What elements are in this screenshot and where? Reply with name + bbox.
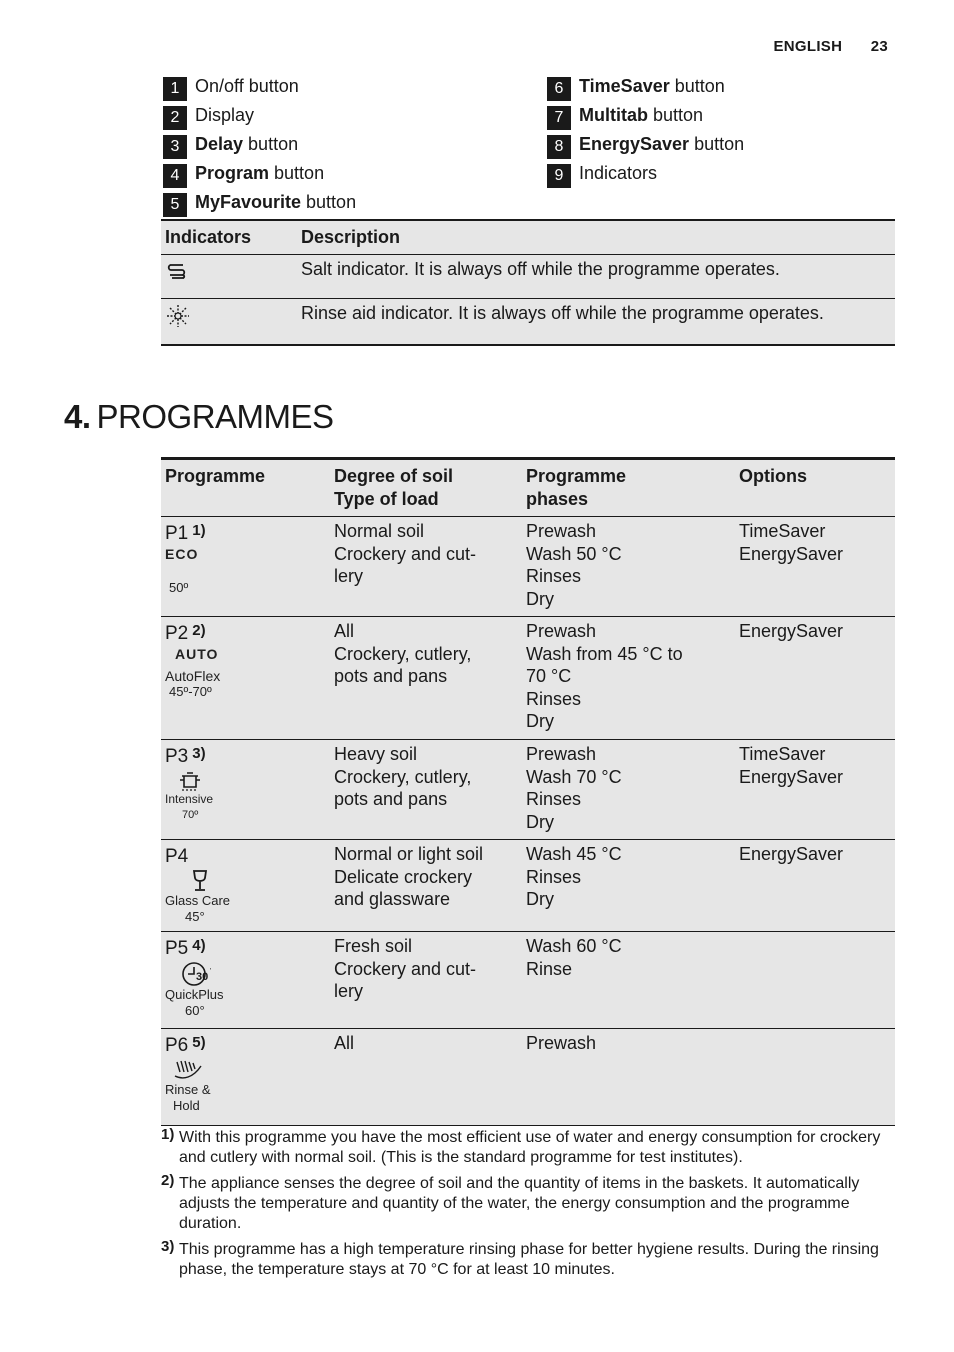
option-line: EnergySaver <box>739 844 844 864</box>
wine-glass-icon <box>165 869 326 925</box>
phase-line: Rinses <box>526 789 582 809</box>
legend-bold: EnergySaver <box>579 134 690 154</box>
soil-line: All <box>334 621 355 641</box>
icon-label: Glass Care <box>165 892 231 908</box>
legend-bold: Multitab <box>579 105 648 125</box>
soil-line: lery <box>334 981 364 1001</box>
option-line: EnergySaver <box>739 766 844 787</box>
indicator-icon-cell <box>161 254 297 298</box>
options-cell <box>735 517 895 617</box>
header-soil-line2: Type of load <box>334 488 439 509</box>
programmes-table <box>161 457 895 1126</box>
programme-name <box>165 935 326 961</box>
table-row <box>161 517 895 617</box>
quickplus-clock-icon <box>165 961 326 1019</box>
programme-note: 2) <box>192 622 206 639</box>
indicator-description: Rinse aid indicator. It is always off while the programme operates. <box>297 298 895 345</box>
section-title-text: PROGRAMMES <box>96 398 334 435</box>
phases-cell <box>522 840 735 932</box>
programme-id: P1 <box>165 523 189 544</box>
phase-line: Dry <box>526 889 554 909</box>
legend-text: Indicators <box>579 163 658 183</box>
table-row <box>161 298 895 345</box>
soil-cell <box>330 617 522 740</box>
soil-cell <box>330 840 522 932</box>
legend-text: On/off button <box>195 76 299 96</box>
footnote-text: The appliance senses the degree of soil and the quantity of items in the baskets. It automatically adjusts the temperature and quantity of the water, the energy consumption and the programme duration. <box>179 1175 860 1232</box>
option-line: EnergySaver <box>739 543 844 564</box>
salt-indicator-icon <box>165 259 189 283</box>
soil-line: Normal or light soil <box>334 844 484 864</box>
legend-number: 5 <box>163 193 187 217</box>
header-language: ENGLISH <box>773 38 843 55</box>
footnote <box>161 1240 895 1280</box>
phase-line: Rinses <box>526 688 582 709</box>
legend-column-left <box>163 72 356 217</box>
icon-temp: 50º <box>169 579 189 595</box>
table-row <box>161 932 895 1029</box>
header-phases-line2: phases <box>526 488 589 509</box>
phase-line: Dry <box>526 811 554 832</box>
legend-text: button <box>648 105 704 125</box>
header-indicators: Indicators <box>161 220 297 254</box>
programme-cell <box>161 517 330 617</box>
phase-line: Wash 50 °C <box>526 543 622 564</box>
phases-cell <box>522 1029 735 1126</box>
intensive-pot-icon <box>165 769 326 823</box>
phases-cell <box>522 517 735 617</box>
footnote-mark: 2) <box>161 1172 175 1189</box>
soil-line: Crockery and cut- <box>334 958 477 979</box>
icon-label: QuickPlus <box>165 986 224 1002</box>
header-options: Options <box>735 459 895 517</box>
option-line: TimeSaver <box>739 744 826 764</box>
footnote <box>161 1174 895 1234</box>
table-row <box>161 1029 895 1126</box>
programme-note: 5) <box>192 1034 206 1051</box>
legend-item <box>163 188 356 217</box>
phase-line: Wash 70 °C <box>526 766 622 787</box>
header-phases <box>522 459 735 517</box>
programme-note: 3) <box>192 745 206 762</box>
soil-line: Normal soil <box>334 521 425 541</box>
soil-line: Crockery, cutlery, <box>334 766 472 787</box>
eco-icon <box>165 546 326 596</box>
section-number: 4. <box>64 398 91 435</box>
legend-number: 7 <box>547 106 571 130</box>
soil-cell <box>330 517 522 617</box>
legend-item <box>163 159 356 188</box>
phases-cell <box>522 740 735 840</box>
legend-number: 1 <box>163 77 187 101</box>
legend-item <box>163 72 356 101</box>
programme-name <box>165 743 326 769</box>
legend-number: 4 <box>163 164 187 188</box>
soil-line: Heavy soil <box>334 744 418 764</box>
options-cell <box>735 617 895 740</box>
legend-bold: TimeSaver <box>579 76 670 96</box>
legend-number: 9 <box>547 164 571 188</box>
option-line: TimeSaver <box>739 521 826 541</box>
legend-item <box>547 130 744 159</box>
soil-line: Fresh soil <box>334 936 413 956</box>
footnote-text: This programme has a high temperature rinsing phase for better hygiene results. During the rinsing phase, the temperature stays at 70 °C for at least 10 minutes. <box>179 1241 879 1278</box>
phases-cell <box>522 932 735 1029</box>
footnote-text: With this programme you have the most efficient use of water and energy consumption for crockery and cutlery with normal soil. (This is the standard programme for test institutes). <box>179 1129 881 1166</box>
section-title <box>64 398 334 436</box>
option-line: EnergySaver <box>739 621 844 641</box>
icon-label: AutoFlex <box>165 667 221 684</box>
phase-line: Rinses <box>526 566 582 586</box>
programme-note: 4) <box>192 937 206 954</box>
icon-label: Rinse & <box>165 1081 211 1097</box>
legend-number: 8 <box>547 135 571 159</box>
soil-line: Crockery and cut- <box>334 543 477 564</box>
legend-number: 3 <box>163 135 187 159</box>
soil-cell <box>330 740 522 840</box>
header-soil <box>330 459 522 517</box>
legend-column-right <box>547 72 744 188</box>
programme-name <box>165 520 326 546</box>
footnote <box>161 1128 895 1168</box>
table-row <box>161 617 895 740</box>
programme-id: P5 <box>165 938 189 959</box>
legend-bold: MyFavourite <box>195 192 302 212</box>
indicators-table <box>161 219 895 346</box>
header-description: Description <box>297 220 895 254</box>
phases-cell <box>522 617 735 740</box>
icon-label: Hold <box>173 1097 200 1113</box>
programme-name <box>165 1032 326 1058</box>
soil-line: lery <box>334 566 364 586</box>
soil-line: Crockery, cutlery, <box>334 643 472 664</box>
programme-id: P3 <box>165 746 189 767</box>
icon-label: Intensive <box>165 791 214 806</box>
phase-line: Prewash <box>526 621 597 641</box>
options-cell <box>735 840 895 932</box>
icon-temp: 60° <box>185 1002 205 1018</box>
soil-line: and glassware <box>334 889 451 909</box>
phase-line: Prewash <box>526 744 597 764</box>
programme-id: P6 <box>165 1035 189 1056</box>
programme-cell <box>161 617 330 740</box>
programme-note: 1) <box>192 522 206 539</box>
rinse-hold-icon <box>165 1058 326 1114</box>
icon-label: AUTO <box>175 645 219 662</box>
legend-bold: Delay <box>195 134 244 154</box>
phase-line: Wash 60 °C <box>526 936 622 956</box>
legend-item <box>547 72 744 101</box>
options-cell <box>735 932 895 1029</box>
programme-cell <box>161 840 330 932</box>
programme-name <box>165 620 326 646</box>
footnotes <box>161 1128 895 1286</box>
legend-item <box>163 130 356 159</box>
phase-line: Dry <box>526 588 554 609</box>
rinse-aid-indicator-icon <box>165 303 191 329</box>
legend-item <box>547 159 744 188</box>
indicator-icon-cell <box>161 298 297 345</box>
icon-label: ECO <box>165 545 199 562</box>
phase-line: Wash from 45 °C to <box>526 643 683 664</box>
svg-text:30: 30 <box>196 970 209 983</box>
legend-text: button <box>301 192 357 212</box>
programme-cell <box>161 932 330 1029</box>
legend-text: button <box>243 134 299 154</box>
phase-line: Rinse <box>526 958 573 979</box>
legend-text: Display <box>195 105 255 125</box>
legend-item <box>547 101 744 130</box>
legend-text: button <box>689 134 745 154</box>
options-cell <box>735 1029 895 1126</box>
programme-id: P4 <box>165 846 189 867</box>
footnote-mark: 3) <box>161 1238 175 1255</box>
phase-line: Rinses <box>526 866 582 887</box>
phase-line: Wash 45 °C <box>526 844 622 864</box>
footnote-mark: 1) <box>161 1126 175 1143</box>
options-cell <box>735 740 895 840</box>
icon-temp: 70º <box>182 808 199 821</box>
soil-line: Delicate crockery <box>334 866 473 887</box>
indicators-header-row <box>161 220 895 254</box>
programme-cell <box>161 740 330 840</box>
soil-line: pots and pans <box>334 789 448 809</box>
svg-text:': ' <box>210 967 212 975</box>
legend-number: 2 <box>163 106 187 130</box>
header-programme: Programme <box>161 459 330 517</box>
phase-line: Prewash <box>526 521 597 541</box>
page-number: 23 <box>870 38 888 55</box>
header-phases-line1: Programme <box>526 466 627 486</box>
phase-line: 70 °C <box>526 666 572 686</box>
programme-cell <box>161 1029 330 1126</box>
icon-temp: 45º-70º <box>169 683 212 699</box>
programme-id: P2 <box>165 623 189 644</box>
programme-name <box>165 843 326 869</box>
phase-line: Dry <box>526 711 554 731</box>
legend-item <box>163 101 356 130</box>
soil-line: pots and pans <box>334 666 448 686</box>
legend-text: button <box>269 163 325 183</box>
programmes-header-row <box>161 459 895 517</box>
soil-cell <box>330 932 522 1029</box>
phase-line: Prewash <box>526 1033 597 1053</box>
table-row <box>161 254 895 298</box>
soil-cell <box>330 1029 522 1126</box>
legend-number: 6 <box>547 77 571 101</box>
table-row <box>161 840 895 932</box>
indicator-description: Salt indicator. It is always off while the programme operates. <box>297 254 895 298</box>
icon-temp: 45° <box>185 908 205 924</box>
auto-icon <box>165 646 326 700</box>
header-soil-line1: Degree of soil <box>334 466 454 486</box>
legend-bold: Program <box>195 163 270 183</box>
table-row <box>161 740 895 840</box>
legend-text: button <box>669 76 725 96</box>
page-header <box>773 38 888 55</box>
soil-line: All <box>334 1033 355 1053</box>
